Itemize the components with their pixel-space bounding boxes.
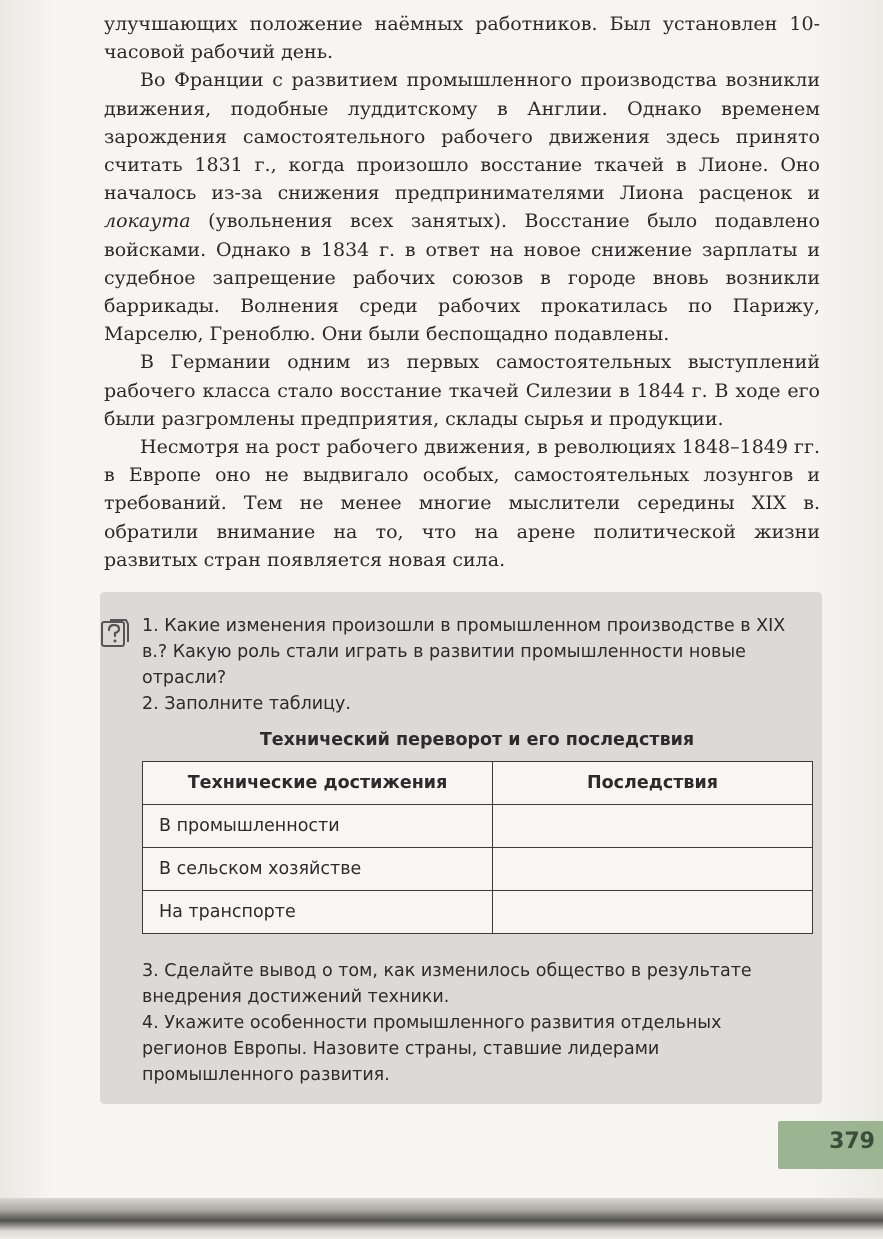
- row-label-agriculture: В сельском хозяйстве: [143, 848, 493, 891]
- question-4: 4. Укажите особенности промышленного развития отдельных регионов Европы. Назовите страны, ставшие лидерами промышленного развития.: [142, 1013, 722, 1085]
- paragraph-0: улучшающих положение наёмных работников. Был установлен 10-часовой рабочий день.: [104, 13, 820, 64]
- term-lockout: локаута: [104, 210, 191, 233]
- question-1: 1. Какие изменения произошли в промышленном производстве в XIX в.? Какую роль стали играть в развитии промышленности новые отрасли?: [142, 616, 786, 688]
- page-number: 379: [829, 1129, 875, 1154]
- page-edge-shadow: [0, 1198, 883, 1239]
- paragraph-1: [104, 66, 820, 348]
- paragraph-2: В Германии одним из первых самостоятельных выступлений рабочего класса стало восстание ткачей Силезии в 1844 г. В ходе его были разгромлены предприятия, склады сырья и продукции.: [104, 351, 820, 430]
- table-row: [143, 891, 813, 934]
- table-row: [143, 805, 813, 848]
- question-3: 3. Сделайте вывод о том, как изменилось общество в результате внедрения достижений техники.: [142, 961, 752, 1007]
- main-text: [104, 10, 820, 574]
- table-row: [143, 848, 813, 891]
- header-consequences: Последствия: [493, 762, 813, 805]
- table-title: Технический переворот и его последствия: [259, 730, 695, 750]
- questions-1-2: [142, 613, 812, 717]
- questions-3-4: [142, 958, 812, 1088]
- paragraph-1-part-a: Во Франции с развитием промышленного производства возникли движения, подобные луддитскому в Англии. Однако временем зарождения самостоятельного рабочего движения здесь принято считать 1831 г., когда произошло восстание ткачей в Лионе. Оно началось из-за снижения предпринимателями Лиона расценок и: [104, 69, 820, 205]
- row-cell-empty: [493, 891, 813, 934]
- header-achievements: Технические достижения: [143, 762, 493, 805]
- question-2: 2. Заполните таблицу.: [142, 694, 351, 714]
- question-icon: [100, 616, 132, 648]
- row-label-transport: На транспорте: [143, 891, 493, 934]
- paragraph-3: Несмотря на рост рабочего движения, в революциях 1848–1849 гг. в Европе оно не выдвигало особых, самостоятельных лозунгов и требований. Тем не менее многие мыслители середины XIX в. обратили внимание на то, что на арене политической жизни развитых стран появляется новая сила.: [104, 436, 820, 571]
- page-number-tab: [778, 1121, 883, 1169]
- row-label-industry: В промышленности: [143, 805, 493, 848]
- tech-table: [142, 761, 813, 934]
- row-cell-empty: [493, 848, 813, 891]
- row-cell-empty: [493, 805, 813, 848]
- table-header-row: [143, 762, 813, 805]
- paragraph-1-part-b: (увольнения всех занятых). Восстание было подавлено войсками. Однако в 1834 г. в ответ на новое снижение зарплаты и судебное запрещение рабочих союзов в городе вновь возникли баррикады. Волнения среди рабочих прокатилась по Парижу, Марселю, Греноблю. Они были беспощадно подавлены.: [104, 210, 820, 346]
